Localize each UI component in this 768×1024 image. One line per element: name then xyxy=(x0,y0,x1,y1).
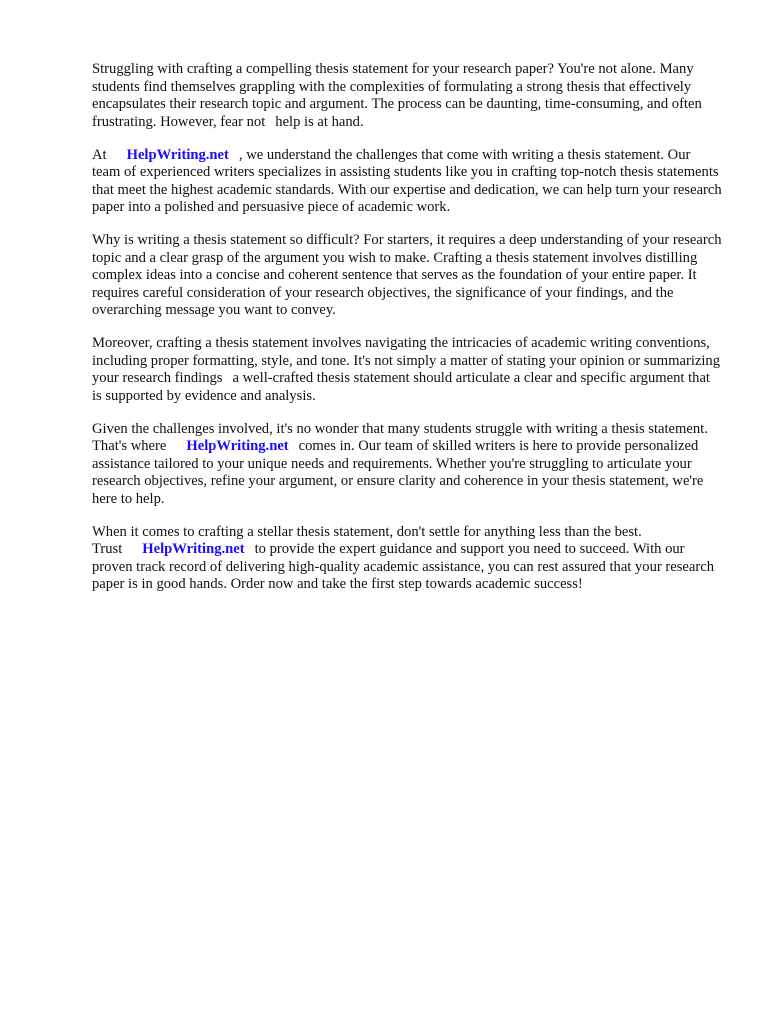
paragraph-trust xyxy=(92,524,722,594)
paragraph-moreover-text: Moreover, crafting a thesis statement involves navigating the intricacies of academic writing conventions, including proper formatting, style, and tone. It's not simply a matter of stating your opinion or summarizing your research findings xyxy=(92,335,721,386)
paragraph-moreover xyxy=(92,335,722,405)
paragraph-at-after: , we understand the challenges that come with writing a thesis statement. Our team of experienced writers specializes in assisting students like you in crafting top-notch thesis statements that meet the highest academic standards. With our expertise and dedication, we can help turn your research paper into a polished and persuasive piece of academic work. xyxy=(92,146,722,215)
helpwriting-link[interactable]: HelpWriting.net xyxy=(142,541,245,557)
document-page xyxy=(92,61,722,609)
paragraph-intro-tail: help is at hand. xyxy=(275,113,364,130)
paragraph-moreover-tail: a well-crafted thesis statement should articulate a clear and specific argument that is supported by evidence and analysis. xyxy=(92,370,710,404)
helpwriting-link[interactable]: HelpWriting.net xyxy=(126,146,229,163)
helpwriting-link[interactable]: HelpWriting.net xyxy=(186,438,289,454)
paragraph-challenges xyxy=(92,421,722,509)
paragraph-challenges-before: Given the challenges involved, it's no wonder that many students struggle with writing a thesis statement. That's where xyxy=(92,420,708,454)
paragraph-at-helpwriting xyxy=(92,147,722,217)
paragraph-why-difficult xyxy=(92,232,722,320)
paragraph-challenges-after: comes in. Our team of skilled writers is here to provide personalized assistance tailored to your unique needs and requirements. Whether you're struggling to articulate your research objectives, refine your argument, or ensure clarity and coherence in your thesis statement, we're here to help. xyxy=(92,438,704,507)
paragraph-intro xyxy=(92,61,722,131)
paragraph-trust-after: to provide the expert guidance and support you need to succeed. With our proven track record of delivering high-quality academic assistance, you can rest assured that your research paper is in good hands. Order now and take the first step towards academic success! xyxy=(92,541,715,592)
paragraph-trust-before: When it comes to crafting a stellar thesis statement, don't settle for anything less than the best. Trust xyxy=(92,523,642,557)
paragraph-at-before: At xyxy=(92,146,107,163)
paragraph-why-text: Why is writing a thesis statement so difficult? For starters, it requires a deep understanding of your research topic and a clear grasp of the argument you wish to make. Crafting a thesis statement involves distilling complex ideas into a concise and coherent sentence that serves as the foundation of your entire paper. It requires careful consideration of your research objectives, the significance of your findings, and the overarching message you want to convey. xyxy=(92,232,722,318)
paragraph-intro-text: Struggling with crafting a compelling thesis statement for your research paper? You're not alone. Many students find themselves grappling with the complexities of formulating a strong thesis that effectively encapsulates their research topic and argument. The process can be daunting, time-consuming, and often frustrating. However, fear not xyxy=(92,61,702,130)
